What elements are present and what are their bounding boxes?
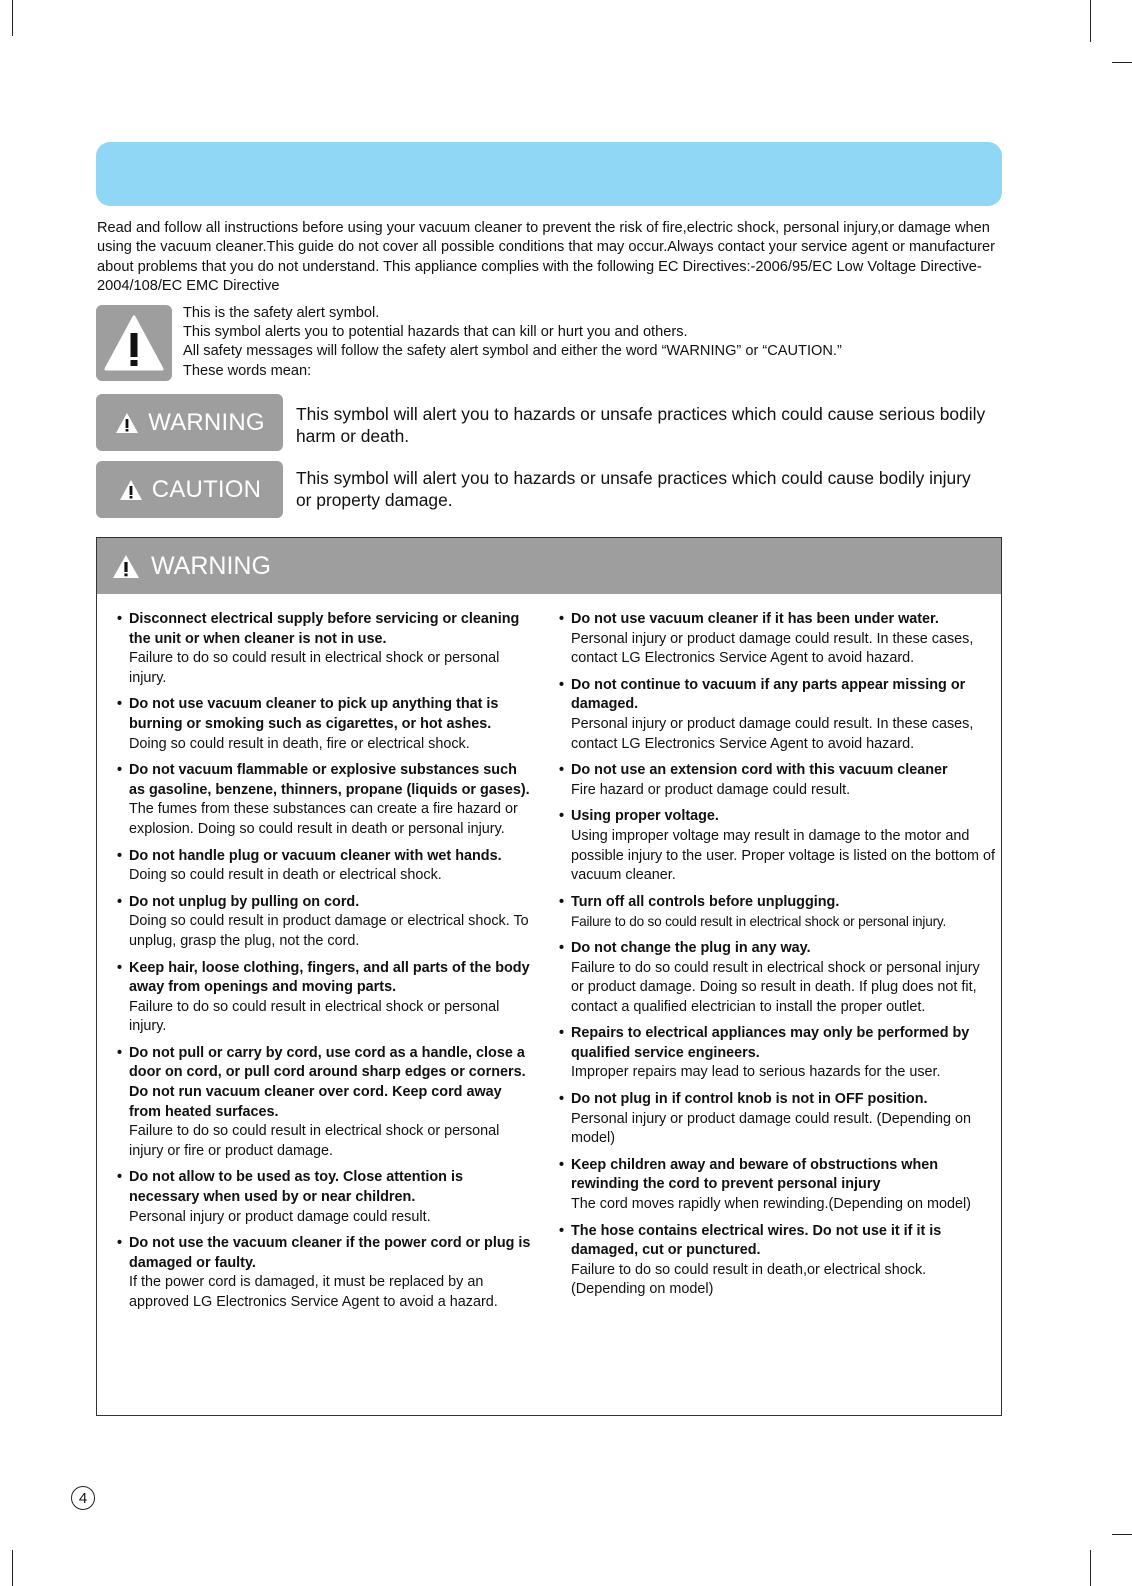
list-item bbox=[117, 1168, 535, 1227]
item-title: • Keep hair, loose clothing, fingers, and all parts of the body away from openings and moving parts. bbox=[129, 960, 530, 996]
page-number: 4 bbox=[71, 1486, 95, 1510]
warning-triangle-icon bbox=[118, 478, 144, 502]
intro-text: Read and follow all instructions before using your vacuum cleaner to prevent the risk of fire,electric shock, personal injury,or damage when using the vacuum cleaner.This guide do not cover all possible conditions that may occur.Always contact your service agent or manufacturer about problems that you do not understand. This appliance complies with the following EC Directives:-2006/95/EC Low Voltage Directive-2004/108/EC EMC Directive bbox=[97, 220, 995, 295]
item-title: • Do not use vacuum cleaner to pick up anything that is burning or smoking such as cigarettes, or hot ashes. bbox=[129, 696, 498, 732]
item-title: • Keep children away and beware of obstructions when rewinding the cord to prevent personal injury bbox=[571, 1157, 938, 1193]
warning-section bbox=[96, 537, 1002, 1416]
item-desc: Failure to do so could result in electrical shock or personal injury or product damage. Doing so result in death. If plug does not fit, contact a qualified electrician to install the proper outlet. bbox=[571, 959, 980, 1015]
crop-mark bbox=[1112, 1534, 1132, 1535]
list-item bbox=[117, 695, 535, 754]
list-item bbox=[559, 1222, 995, 1300]
list-item bbox=[559, 1024, 995, 1083]
item-title: • Do not handle plug or vacuum cleaner with wet hands. bbox=[129, 848, 502, 864]
item-desc: If the power cord is damaged, it must be replaced by an approved LG Electronics Service Agent to avoid a hazard. bbox=[129, 1274, 498, 1310]
crop-mark bbox=[12, 0, 13, 36]
safety-alert-symbol bbox=[96, 305, 172, 381]
crop-mark bbox=[1090, 1550, 1091, 1586]
warning-section-header bbox=[97, 538, 1001, 594]
list-item bbox=[559, 610, 995, 669]
warning-list-right bbox=[559, 610, 995, 1307]
item-desc: Personal injury or product damage could result. bbox=[129, 1208, 431, 1225]
list-item bbox=[559, 939, 995, 1017]
list-item bbox=[117, 1234, 535, 1312]
item-title: • Disconnect electrical supply before servicing or cleaning the unit or when cleaner is not in use. bbox=[129, 611, 519, 647]
crop-mark bbox=[1090, 0, 1091, 42]
warning-badge bbox=[96, 394, 283, 451]
item-desc: Failure to do so could result in electrical shock or personal injury. bbox=[571, 914, 947, 930]
item-desc: Improper repairs may lead to serious hazards for the user. bbox=[571, 1064, 941, 1081]
item-title: • The hose contains electrical wires. Do not use it if it is damaged, cut or punctured. bbox=[571, 1223, 941, 1259]
list-item bbox=[117, 847, 535, 886]
warning-triangle-icon bbox=[96, 305, 172, 381]
alert-line: This symbol alerts you to potential hazards that can kill or hurt you and others. bbox=[183, 324, 688, 341]
item-title: • Repairs to electrical appliances may only be performed by qualified service engineers. bbox=[571, 1025, 969, 1061]
item-desc: The fumes from these substances can create a fire hazard or explosion. Doing so could result in death or personal injury. bbox=[129, 801, 518, 837]
item-desc: Failure to do so could result in electrical shock or personal injury. bbox=[129, 998, 500, 1035]
item-desc: Doing so could result in product damage or electrical shock. To unplug, grasp the plug, not the cord. bbox=[129, 913, 529, 949]
item-title: • Turn off all controls before unplugging. bbox=[571, 894, 839, 910]
alert-line: These words mean: bbox=[183, 362, 312, 379]
list-item bbox=[117, 761, 535, 839]
item-title: • Do not use the vacuum cleaner if the power cord or plug is damaged or faulty. bbox=[129, 1235, 530, 1271]
list-item bbox=[559, 893, 995, 932]
item-desc: Personal injury or product damage could result. (Depending on model) bbox=[571, 1110, 971, 1147]
list-item bbox=[117, 610, 535, 688]
list-item bbox=[559, 761, 995, 800]
list-item bbox=[559, 1090, 995, 1149]
item-title: • Do not use vacuum cleaner if it has been under water. bbox=[571, 611, 939, 627]
item-desc: The cord moves rapidly when rewinding.(Depending on model) bbox=[571, 1196, 971, 1213]
list-item bbox=[117, 1044, 535, 1162]
warning-list-left bbox=[117, 610, 535, 1320]
alert-line: All safety messages will follow the safety alert symbol and either the word “WARNING” or “CAUTION.” bbox=[183, 343, 842, 360]
item-desc: Personal injury or product damage could result. In these cases, contact LG Electronics Service Agent to avoid hazard. bbox=[571, 715, 974, 752]
list-item bbox=[559, 676, 995, 754]
item-title: • Do not vacuum flammable or explosive substances such as gasoline, benzene, thinners, propane (liquids or gases). bbox=[129, 762, 530, 798]
list-item bbox=[117, 893, 535, 952]
item-desc: Failure to do so could result in electrical shock or personal injury. bbox=[129, 650, 500, 686]
header-bar bbox=[96, 142, 1002, 206]
item-desc: Fire hazard or product damage could result. bbox=[571, 781, 851, 798]
item-title: • Do not unplug by pulling on cord. bbox=[129, 894, 359, 910]
item-desc: Using improper voltage may result in damage to the motor and possible injury to the user. Proper voltage is listed on the bottom of vacuum cleaner. bbox=[571, 827, 995, 884]
warning-definition: This symbol will alert you to hazards or unsafe practices which could cause serious bodily harm or death. bbox=[296, 404, 986, 446]
list-item bbox=[559, 807, 995, 885]
caution-badge-label: CAUTION bbox=[151, 475, 262, 503]
item-title: • Do not allow to be used as toy. Close attention is necessary when used by or near children. bbox=[129, 1169, 463, 1205]
item-title: • Using proper voltage. bbox=[571, 808, 719, 824]
alert-line: This is the safety alert symbol. bbox=[183, 305, 380, 321]
list-item bbox=[559, 1156, 995, 1215]
alert-symbol-description bbox=[183, 304, 1003, 381]
item-desc: Failure to do so could result in death,or electrical shock. (Depending on model) bbox=[571, 1261, 927, 1298]
item-title: • Do not use an extension cord with this vacuum cleaner bbox=[571, 762, 948, 778]
list-item bbox=[117, 959, 535, 1037]
item-title: • Do not continue to vacuum if any parts appear missing or damaged. bbox=[571, 677, 965, 713]
warning-triangle-icon bbox=[114, 411, 140, 435]
crop-mark bbox=[1112, 62, 1132, 63]
warning-section-title: WARNING bbox=[151, 551, 271, 580]
warning-triangle-icon bbox=[111, 553, 141, 580]
warning-badge-label: WARNING bbox=[148, 408, 265, 436]
caution-definition: This symbol will alert you to hazards or unsafe practices which could cause bodily injury or property damage. bbox=[296, 468, 971, 510]
item-desc: Doing so could result in death, fire or electrical shock. bbox=[129, 735, 470, 752]
item-desc: Personal injury or product damage could result. In these cases, contact LG Electronics Service Agent to avoid hazard. bbox=[571, 630, 974, 667]
caution-badge bbox=[96, 461, 283, 518]
crop-mark bbox=[12, 1550, 13, 1586]
item-title: • Do not change the plug in any way. bbox=[571, 940, 811, 956]
item-desc: Failure to do so could result in electrical shock or personal injury or fire or product damage. bbox=[129, 1123, 500, 1159]
item-title: • Do not plug in if control knob is not in OFF position. bbox=[571, 1091, 928, 1107]
item-title: • Do not pull or carry by cord, use cord as a handle, close a door on cord, or pull cord around sharp edges or corners. Do not run vacuum cleaner over cord. Keep cord away from heated surfaces. bbox=[129, 1045, 526, 1120]
item-desc: Doing so could result in death or electrical shock. bbox=[129, 867, 442, 884]
